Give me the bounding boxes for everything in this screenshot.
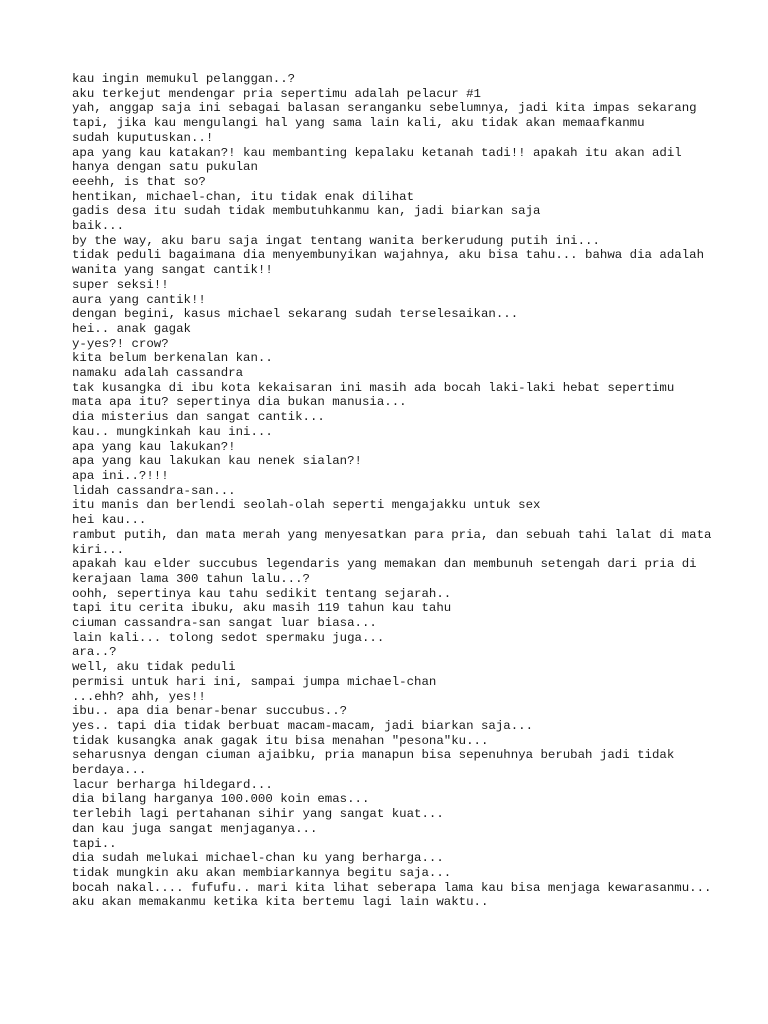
text-line: apa yang kau lakukan?!: [72, 439, 236, 454]
text-line: sudah kuputuskan..!: [72, 130, 214, 145]
text-line: dia sudah melukai michael-chan ku yang berharga...: [72, 851, 444, 866]
text-line: tak kusangka di ibu kota kekaisaran ini masih ada bocah laki-laki hebat sepertimu: [72, 380, 675, 395]
text-line: dan kau juga sangat menjaganya...: [72, 821, 318, 836]
text-line: tidak peduli bagaimana dia menyembunyikan wajahnya, aku bisa tahu... bahwa dia adalah wanita yang sangat cantik!!: [72, 248, 712, 278]
document-page: [72, 72, 719, 910]
text-line: hei.. anak gagak: [72, 321, 191, 336]
text-line: apa yang kau katakan?! kau membanting kepalaku ketanah tadi!! apakah itu akan adil hanya dengan satu pukulan: [72, 145, 690, 175]
text-line: namaku adalah cassandra: [72, 366, 244, 381]
text-line: yes.. tapi dia tidak berbuat macam-macam, jadi biarkan saja...: [72, 718, 534, 733]
text-line: tidak mungkin aku akan membiarkannya begitu saja...: [72, 865, 452, 880]
text-line: y-yes?! crow?: [72, 336, 169, 351]
text-line: seharusnya dengan ciuman ajaibku, pria manapun bisa sepenuhnya berubah jadi tidak berdaya...: [72, 748, 682, 778]
text-line: ibu.. apa dia benar-benar succubus..?: [72, 704, 348, 719]
text-line: apakah kau elder succubus legendaris yang memakan dan membunuh setengah dari pria di kerajaan lama 300 tahun lalu...?: [72, 557, 705, 586]
text-line: ciuman cassandra-san sangat luar biasa...: [72, 616, 377, 631]
text-line: rambut putih, dan mata merah yang menyesatkan para pria, dan sebuah tahi lalat di mata kiri...: [72, 527, 719, 557]
text-line: apa ini..?!!!: [72, 468, 169, 483]
text-line: dengan begini, kasus michael sekarang sudah terselesaikan...: [72, 307, 519, 322]
text-line: terlebih lagi pertahanan sihir yang sangat kuat...: [72, 807, 444, 822]
text-line: aku akan memakanmu ketika kita bertemu lagi lain waktu..: [72, 895, 489, 910]
text-line: tapi itu cerita ibuku, aku masih 119 tahun kau tahu: [72, 601, 452, 616]
text-line: permisi untuk hari ini, sampai jumpa michael-chan: [72, 674, 437, 689]
text-line: by the way, aku baru saja ingat tentang wanita berkerudung putih ini...: [72, 233, 600, 248]
text-line: aku terkejut mendengar pria sepertimu adalah pelacur #1: [72, 86, 481, 101]
text-line: lain kali... tolong sedot spermaku juga...: [72, 630, 385, 645]
text-line: kau.. mungkinkah kau ini...: [72, 424, 273, 439]
text-line: well, aku tidak peduli: [72, 660, 236, 675]
text-line: lacur berharga hildegard...: [72, 777, 273, 792]
text-line: apa yang kau lakukan kau nenek sialan?!: [72, 454, 362, 469]
text-line: lidah cassandra-san...: [72, 483, 236, 498]
text-line: tapi, jika kau mengulangi hal yang sama lain kali, aku tidak akan memaafkanmu: [72, 116, 645, 131]
text-line: bocah nakal.... fufufu.. mari kita lihat seberapa lama kau bisa menjaga kewarasanmu...: [72, 880, 712, 895]
text-line: baik...: [72, 219, 125, 234]
text-line: ...ehh? ahh, yes!!: [72, 689, 206, 704]
text-line: mata apa itu? sepertinya dia bukan manusia...: [72, 395, 407, 410]
text-line: itu manis dan berlendi seolah-olah seperti mengajakku untuk sex: [72, 498, 541, 513]
text-line: super seksi!!: [72, 277, 169, 292]
text-line: kau ingin memukul pelanggan..?: [72, 72, 296, 86]
text-line: hei kau...: [72, 513, 147, 528]
text-line: tapi..: [72, 836, 117, 851]
text-line: ara..?: [72, 645, 117, 660]
text-line: aura yang cantik!!: [72, 292, 206, 307]
text-line: yah, anggap saja ini sebagai balasan seranganku sebelumnya, jadi kita impas sekarang: [72, 101, 697, 116]
text-line: eeehh, is that so?: [72, 174, 206, 189]
text-line: tidak kusangka anak gagak itu bisa menahan "pesona"ku...: [72, 733, 489, 748]
text-line: dia misterius dan sangat cantik...: [72, 410, 325, 425]
text-line: oohh, sepertinya kau tahu sedikit tentang sejarah..: [72, 586, 452, 601]
text-line: dia bilang harganya 100.000 koin emas...: [72, 792, 370, 807]
text-line: gadis desa itu sudah tidak membutuhkanmu kan, jadi biarkan saja: [72, 204, 541, 219]
text-line: kita belum berkenalan kan..: [72, 351, 273, 366]
text-line: hentikan, michael-chan, itu tidak enak dilihat: [72, 189, 415, 204]
